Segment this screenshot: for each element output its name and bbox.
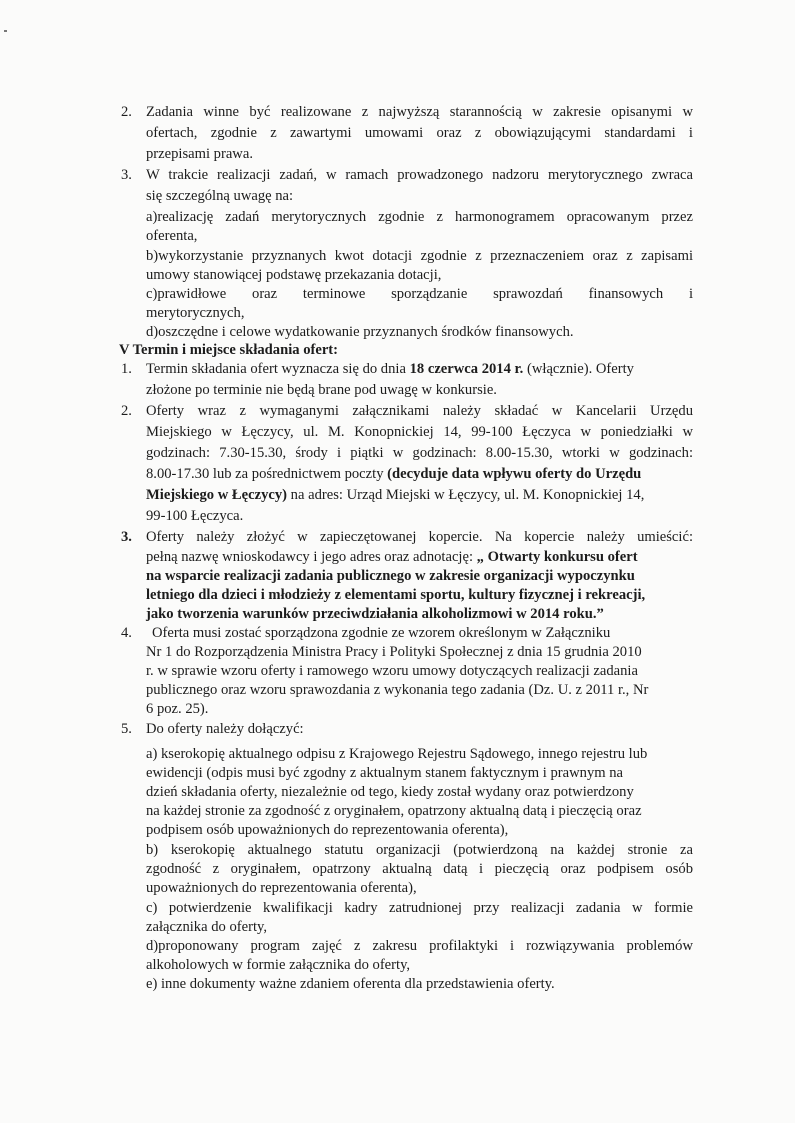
scan-edge-mark [4,30,7,32]
deadline-date: 18 czerwca 2014 r. [409,361,524,377]
text-line: załącznika do oferty, [146,919,268,935]
text-line [146,467,641,482]
text-line: na wsparcie realizacji zadania publicznego w zakresie organizacji wypoczynku [146,568,635,584]
text-span: pełną nazwę wnioskodawcy i jego adres oraz adnotację: [146,549,477,565]
bold-span: „ Otwarty konkursu ofert [476,549,638,565]
text-line: d)proponowany program zajęć z zakresu profilaktyki i rozwiązywania problemów [146,938,693,954]
text-line: letniego dla dzieci i młodzieży z elementami sportu, kultury fizycznej i rekreacji, [146,587,646,603]
text-line: Do oferty należy dołączyć: [146,721,304,737]
bold-span: Miejskiego w Łęczycy) [146,487,288,503]
text-line: Nr 1 do Rozporządzenia Ministra Pracy i Polityki Społecznej z dnia 15 grudnia 2010 [146,644,642,660]
text-span: 8.00-17.30 lub za pośrednictwem poczty [146,466,388,482]
text-line: podpisem osób upoważnionych do reprezentowania oferenta), [146,822,509,838]
text-line: Oferta musi zostać sporządzona zgodnie ze wzorem określonym w Załączniku [152,625,611,641]
text-line: a) kserokopię aktualnego odpisu z Krajowego Rejestru Sądowego, innego rejestru lub [146,746,648,762]
text-line: d)oszczędne i celowe wydatkowanie przyznanych środków finansowych. [146,324,574,340]
text-line: b)wykorzystanie przyznanych kwot dotacji zgodnie z przeznaczeniem oraz z zapisami [146,248,693,264]
text-line: W trakcie realizacji zadań, w ramach prowadzonego nadzoru merytorycznego zwraca [146,167,693,183]
text-line: się szczególną uwagę na: [146,188,294,204]
list-number: 4. [121,625,132,641]
list-number: 2. [121,403,132,419]
text-line: a)realizację zadań merytorycznych zgodnie z harmonogramem opracowanym przez [146,209,693,225]
section-heading: V Termin i miejsce składania ofert: [119,342,339,358]
list-number: 5. [121,721,132,737]
text-line: złożone po terminie nie będą brane pod uwagę w konkursie. [146,382,497,398]
text-line: zgodność z oryginałem, opatrzony aktualną datą i pieczęcią oraz podpisem osób [146,861,693,877]
text-line: ewidencji (odpis musi być zgodny z aktualnym stanem faktycznym i prawnym na [146,765,624,781]
text-line: upoważnionych do reprezentowania oferenta), [146,880,417,896]
text-line: Zadania winne być realizowane z najwyższą starannością w zakresie opisanymi w [146,104,693,120]
text-span: (włącznie). Oferty [523,361,634,377]
text-line: 6 poz. 25). [146,701,209,717]
text-line: e) inne dokumenty ważne zdaniem oferenta dla przedstawienia oferty. [146,976,555,992]
text-line: r. w sprawie wzoru oferty i ramowego wzoru umowy dotyczących realizacji zadania [146,663,638,679]
text-line: merytorycznych, [146,305,245,321]
text-line: jako tworzenia warunków przeciwdziałania alkoholizmowi w 2014 roku.” [146,606,604,622]
text-line: c)prawidłowe oraz terminowe sporządzanie sprawozdań finansowych i [146,286,693,302]
text-line: dzień składania oferty, niezależnie od tego, kiedy został wydany oraz potwierdzony [146,784,634,800]
text-line: oferenta, [146,228,198,244]
text-line: przepisami prawa. [146,146,253,162]
text-span: Termin składania ofert wyznacza się do dnia [146,361,410,377]
text-line: Miejskiego w Łęczycy, ul. M. Konopnickiej 14, 99-100 Łęczyca w poniedziałki w [146,424,693,440]
text-line: Oferty należy złożyć w zapieczętowanej kopercie. Na kopercie należy umieścić: [146,529,693,545]
text-line: b) kserokopię aktualnego statutu organizacji (potwierdzoną na każdej stronie za [146,842,693,858]
text-line: ofertach, zgodnie z zawartymi umowami oraz z obowiązującymi standardami i [146,125,693,141]
list-number: 2. [121,104,132,120]
text-span: na adres: Urząd Miejski w Łęczycy, ul. M. Konopnickiej 14, [287,487,645,503]
text-line: c) potwierdzenie kwalifikacji kadry zatrudnionej przy realizacji zadania w formie [146,900,693,916]
text-line [146,488,644,503]
text-line: publicznego oraz wzoru sprawozdania z wykonania tego zadania (Dz. U. z 2011 r., Nr [146,682,649,698]
text-line [146,362,693,377]
text-line: na każdej stronie za zgodność z oryginałem, opatrzony aktualną datą i pieczęcią oraz [146,803,642,819]
list-number: 3. [121,167,132,183]
text-line [146,550,638,565]
text-line: 99-100 Łęczyca. [146,508,244,524]
text-line: Oferty wraz z wymaganymi załącznikami należy składać w Kancelarii Urzędu [146,403,693,419]
text-line: umowy stanowiącej podstawę przekazania dotacji, [146,267,442,283]
list-number: 3. [121,529,132,545]
bold-span: (decyduje data wpływu oferty do Urzędu [387,466,642,482]
list-number: 1. [121,361,132,377]
text-line: godzinach: 7.30-15.30, środy i piątki w godzinach: 8.00-15.30, wtorki w godzinach: [146,445,693,461]
text-line: alkoholowych w formie załącznika do oferty, [146,957,411,973]
